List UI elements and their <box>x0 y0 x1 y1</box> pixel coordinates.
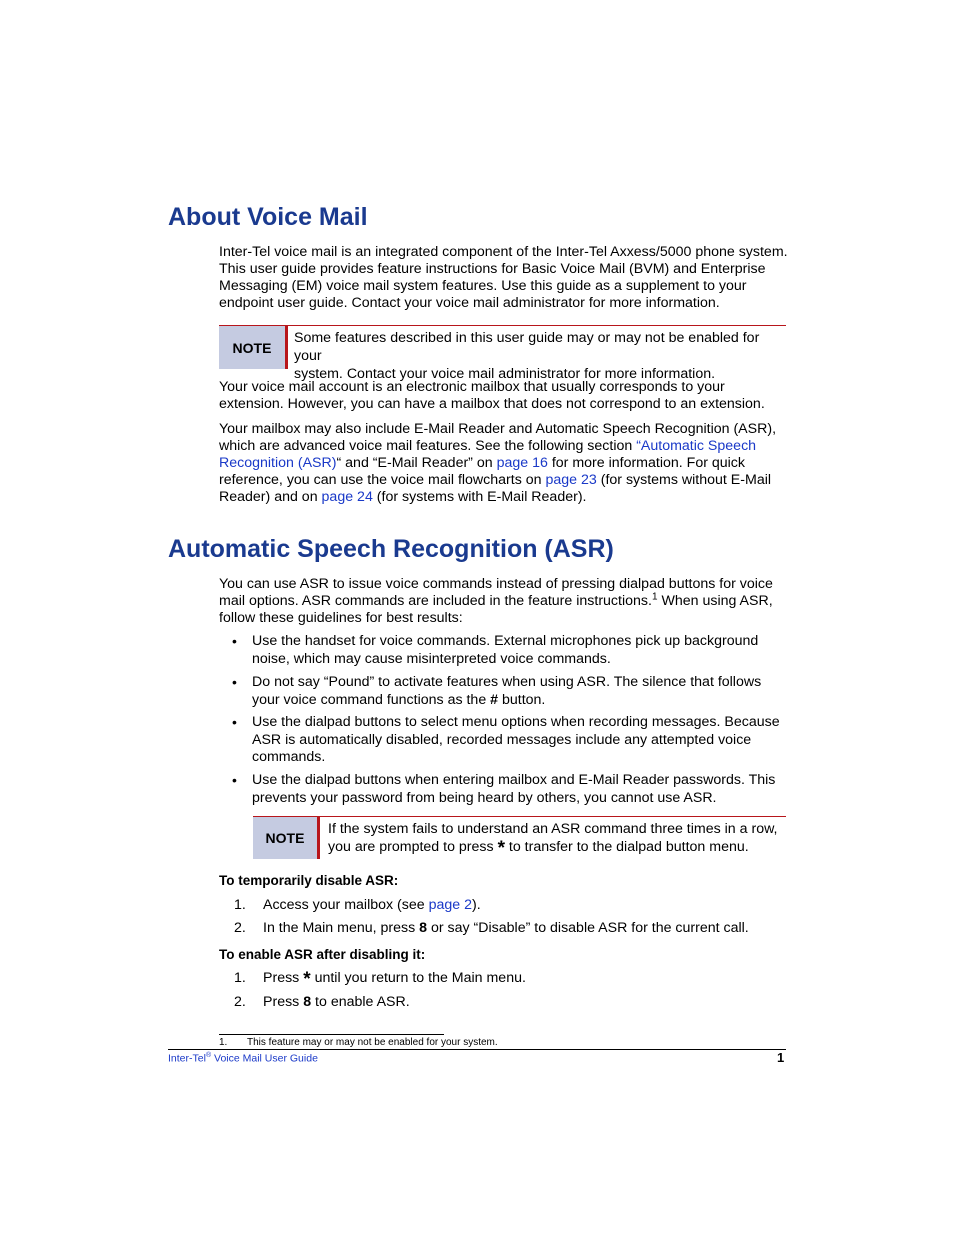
note-text <box>294 329 786 383</box>
link-page-23[interactable]: page 23 <box>545 472 597 488</box>
page-number: 1 <box>777 1050 785 1065</box>
asr-intro-paragraph <box>219 576 789 627</box>
footnote-number: 1. <box>219 1037 228 1048</box>
text-span: mail options. ASR commands are included in the feature instructions. <box>219 593 652 609</box>
text-span: button. <box>498 691 546 708</box>
text-line: commands. <box>252 749 326 765</box>
bullet-item <box>252 772 792 807</box>
note-box-2 <box>253 816 786 859</box>
footnote-ref[interactable]: 1 <box>651 591 658 603</box>
text-span: until you return to the Main menu. <box>310 970 526 986</box>
text-line: Use the handset for voice commands. External microphones pick up background <box>252 633 759 649</box>
features-paragraph <box>219 421 789 506</box>
registered-mark: ® <box>205 1052 212 1059</box>
text-line: prevents your password from being heard by others, you cannot use ASR. <box>252 789 717 806</box>
text-span: Press <box>263 970 304 986</box>
link-page-2[interactable]: page 2 <box>428 897 472 913</box>
text-span: Inter-Tel <box>168 1052 206 1065</box>
note-box-1 <box>219 325 786 382</box>
text-span: you are prompted to press <box>328 839 498 855</box>
text-span: Access your mailbox (see <box>263 897 429 913</box>
text-span: or say “Disable” to disable ASR for the current call. <box>427 920 749 936</box>
bullet-item <box>252 633 792 668</box>
note-text <box>328 820 778 859</box>
text-line: endpoint user guide. Contact your voice mail administrator for more information. <box>219 295 720 311</box>
bullet-marker: • <box>232 674 237 690</box>
text-line: follow these guidelines for best results: <box>219 610 463 626</box>
text-line: Do not say “Pound” to activate features when using ASR. The silence that follows <box>252 674 762 690</box>
link-asr-section[interactable]: “Automatic Speech <box>636 438 757 454</box>
text-line: Your mailbox may also include E-Mail Reader and Automatic Speech Recognition (ASR), <box>219 421 777 437</box>
text-span: When using ASR, <box>657 593 773 609</box>
text-span: Press <box>263 994 304 1010</box>
link-page-24[interactable]: page 24 <box>321 489 373 505</box>
mailbox-paragraph <box>219 379 789 413</box>
note-label: NOTE <box>219 326 288 369</box>
step-number: 2. <box>234 920 246 936</box>
intro-paragraph <box>219 244 789 312</box>
footnote-text: This feature may or may not be enabled for your system. <box>247 1037 498 1048</box>
footer-title <box>168 1052 318 1065</box>
text-span: your voice command functions as the <box>252 691 491 708</box>
star-key: * <box>497 838 505 859</box>
bullet-marker: • <box>232 772 237 788</box>
text-span: “ and “E-Mail Reader” on <box>336 455 497 471</box>
text-line <box>219 455 789 472</box>
text-line: This user guide provides feature instructions for Basic Voice Mail (BVM) and Enterprise <box>219 261 766 277</box>
text-line <box>219 593 789 610</box>
text-line: Inter-Tel voice mail is an integrated component of the Inter-Tel Axxess/5000 phone system. <box>219 244 788 260</box>
text-line <box>219 472 789 489</box>
text-line: Your voice mail account is an electronic mailbox that usually corresponds to your <box>219 379 725 395</box>
text-span: to enable ASR. <box>311 994 410 1010</box>
text-line: extension. However, you can have a mailbox that does not correspond to an extension. <box>219 396 765 412</box>
link-page-16[interactable]: page 16 <box>496 455 548 471</box>
text-line: noise, which may cause misinterpreted voice commands. <box>252 650 611 667</box>
note-label: NOTE <box>253 817 320 859</box>
text-line <box>252 692 792 710</box>
step-text <box>263 897 481 913</box>
text-line: Use the dialpad buttons to select menu options when recording messages. Because <box>252 714 780 730</box>
text-line: Some features described in this user guide may or may not be enabled for your <box>294 330 760 364</box>
text-line: Messaging (EM) voice mail system features. Use this guide as a supplement to your <box>219 278 747 294</box>
text-line: You can use ASR to issue voice commands instead of pressing dialpad buttons for voice <box>219 576 773 592</box>
text-line: ASR is automatically disabled, recorded messages include any attempted voice <box>252 731 752 748</box>
text-span: In the Main menu, press <box>263 920 420 936</box>
section-title-asr: Automatic Speech Recognition (ASR) <box>168 535 614 563</box>
key-8: 8 <box>303 994 312 1010</box>
text-span: which are advanced voice mail features. See the following section <box>219 438 637 454</box>
text-span: Voice Mail User Guide <box>211 1052 318 1065</box>
key-8: 8 <box>419 920 428 936</box>
procedure-heading-enable: To enable ASR after disabling it: <box>219 947 426 962</box>
text-span: to transfer to the dialpad button menu. <box>504 839 749 855</box>
step-number: 2. <box>234 994 246 1010</box>
text-span: for more information. For quick <box>547 455 745 471</box>
bullet-marker: • <box>232 714 237 730</box>
text-span: (for systems without E-Mail <box>596 472 772 488</box>
step-number: 1. <box>234 970 246 986</box>
text-line: Use the dialpad buttons when entering mailbox and E-Mail Reader passwords. This <box>252 772 776 788</box>
text-span: reference, you can use the voice mail flowcharts on <box>219 472 546 488</box>
bullet-item <box>252 674 792 709</box>
text-line <box>219 438 789 455</box>
text-line <box>219 489 789 506</box>
star-key: * <box>303 969 311 990</box>
bullet-marker: • <box>232 633 237 649</box>
step-number: 1. <box>234 897 246 913</box>
bullet-item <box>252 714 792 767</box>
footnote-divider <box>219 1034 444 1035</box>
text-line: If the system fails to understand an ASR command three times in a row, <box>328 821 778 837</box>
step-text <box>263 994 410 1010</box>
text-span: Reader) and on <box>219 489 322 505</box>
procedure-heading-disable: To temporarily disable ASR: <box>219 873 399 888</box>
text-line: system. Contact your voice mail administrator for more information. <box>294 366 716 382</box>
step-text <box>263 920 749 936</box>
text-span: (for systems with E-Mail Reader). <box>372 489 587 505</box>
pound-key: # <box>490 691 499 708</box>
text-span: ). <box>472 897 481 913</box>
text-line <box>328 838 777 859</box>
footer-rule <box>168 1049 786 1050</box>
section-title-about-voice-mail: About Voice Mail <box>168 203 368 231</box>
step-text <box>263 969 526 990</box>
link-asr-section-cont[interactable]: Recognition (ASR) <box>219 455 337 471</box>
